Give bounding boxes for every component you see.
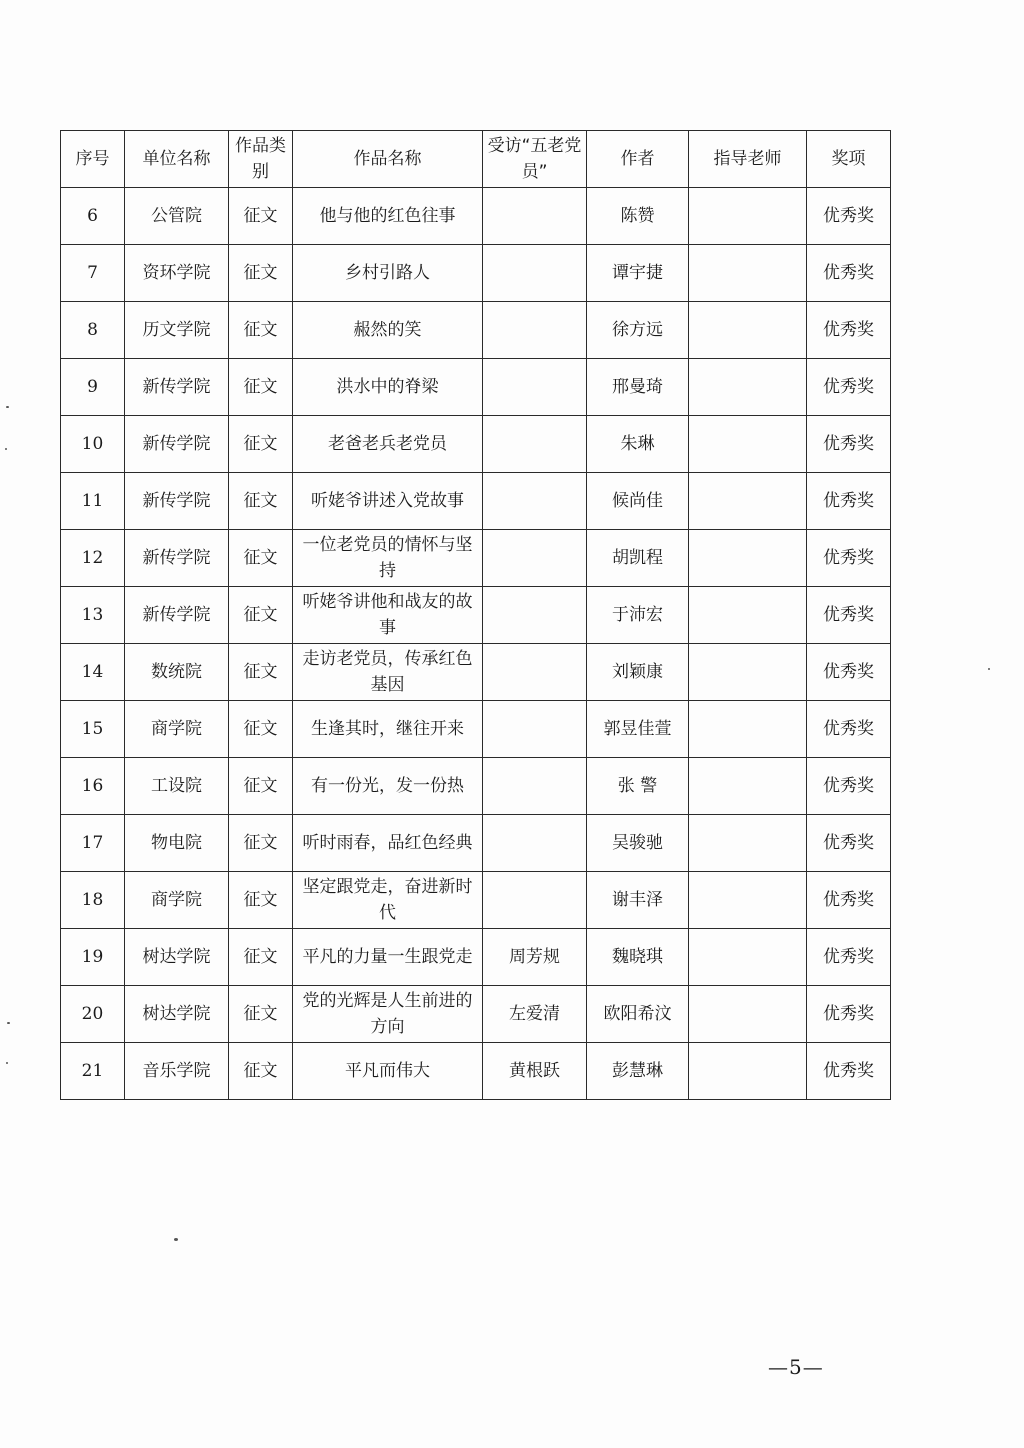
cell-author: 谭宇捷 bbox=[587, 245, 689, 302]
cell-unit-name: 历文学院 bbox=[125, 302, 229, 359]
cell-work-category: 征文 bbox=[229, 758, 293, 815]
cell-interviewee bbox=[483, 701, 587, 758]
table-row bbox=[61, 359, 891, 416]
header-index: 序号 bbox=[61, 131, 125, 188]
cell-index: 17 bbox=[61, 815, 125, 872]
cell-author: 彭慧琳 bbox=[587, 1043, 689, 1100]
cell-work-title: 坚定跟党走，奋进新时代 bbox=[293, 872, 483, 929]
cell-award: 优秀奖 bbox=[807, 872, 891, 929]
cell-award: 优秀奖 bbox=[807, 416, 891, 473]
cell-work-title: 洪水中的脊梁 bbox=[293, 359, 483, 416]
cell-advisor bbox=[689, 872, 807, 929]
cell-work-title: 平凡而伟大 bbox=[293, 1043, 483, 1100]
cell-award: 优秀奖 bbox=[807, 644, 891, 701]
cell-award: 优秀奖 bbox=[807, 245, 891, 302]
cell-interviewee: 黄根跃 bbox=[483, 1043, 587, 1100]
cell-award: 优秀奖 bbox=[807, 587, 891, 644]
table-row bbox=[61, 758, 891, 815]
cell-index: 16 bbox=[61, 758, 125, 815]
cell-work-category: 征文 bbox=[229, 416, 293, 473]
cell-author: 魏晓琪 bbox=[587, 929, 689, 986]
cell-author: 徐方远 bbox=[587, 302, 689, 359]
cell-award: 优秀奖 bbox=[807, 473, 891, 530]
cell-author: 邢曼琦 bbox=[587, 359, 689, 416]
cell-unit-name: 工设院 bbox=[125, 758, 229, 815]
cell-index: 6 bbox=[61, 188, 125, 245]
cell-author: 谢丰泽 bbox=[587, 872, 689, 929]
cell-advisor bbox=[689, 986, 807, 1043]
cell-work-category: 征文 bbox=[229, 530, 293, 587]
cell-advisor bbox=[689, 1043, 807, 1100]
cell-unit-name: 数统院 bbox=[125, 644, 229, 701]
page-number: —5— bbox=[768, 1355, 824, 1379]
cell-unit-name: 树达学院 bbox=[125, 929, 229, 986]
cell-unit-name: 新传学院 bbox=[125, 473, 229, 530]
cell-award: 优秀奖 bbox=[807, 815, 891, 872]
header-unit-name: 单位名称 bbox=[125, 131, 229, 188]
cell-work-title: 一位老党员的情怀与坚持 bbox=[293, 530, 483, 587]
cell-interviewee bbox=[483, 758, 587, 815]
cell-author: 于沛宏 bbox=[587, 587, 689, 644]
cell-interviewee bbox=[483, 188, 587, 245]
header-work-category: 作品类别 bbox=[229, 131, 293, 188]
table-row bbox=[61, 245, 891, 302]
cell-author: 陈赞 bbox=[587, 188, 689, 245]
cell-award: 优秀奖 bbox=[807, 758, 891, 815]
cell-work-category: 征文 bbox=[229, 872, 293, 929]
cell-work-title: 生逢其时，继往开来 bbox=[293, 701, 483, 758]
header-advisor: 指导老师 bbox=[689, 131, 807, 188]
cell-unit-name: 资环学院 bbox=[125, 245, 229, 302]
cell-author: 吴骏驰 bbox=[587, 815, 689, 872]
cell-interviewee bbox=[483, 587, 587, 644]
cell-work-category: 征文 bbox=[229, 188, 293, 245]
cell-advisor bbox=[689, 416, 807, 473]
cell-work-title: 党的光辉是人生前进的方向 bbox=[293, 986, 483, 1043]
cell-advisor bbox=[689, 929, 807, 986]
cell-author: 候尚佳 bbox=[587, 473, 689, 530]
cell-index: 19 bbox=[61, 929, 125, 986]
cell-work-title: 他与他的红色往事 bbox=[293, 188, 483, 245]
cell-work-category: 征文 bbox=[229, 473, 293, 530]
cell-interviewee: 周芳规 bbox=[483, 929, 587, 986]
table-row bbox=[61, 986, 891, 1043]
cell-index: 12 bbox=[61, 530, 125, 587]
cell-index: 9 bbox=[61, 359, 125, 416]
table-row bbox=[61, 416, 891, 473]
cell-advisor bbox=[689, 530, 807, 587]
cell-award: 优秀奖 bbox=[807, 701, 891, 758]
cell-award: 优秀奖 bbox=[807, 188, 891, 245]
table-body bbox=[61, 188, 891, 1100]
scan-speck bbox=[174, 1238, 178, 1241]
awards-table bbox=[60, 130, 891, 1100]
cell-work-category: 征文 bbox=[229, 359, 293, 416]
scan-speck bbox=[6, 406, 9, 408]
header-award: 奖项 bbox=[807, 131, 891, 188]
table-row bbox=[61, 815, 891, 872]
cell-advisor bbox=[689, 815, 807, 872]
cell-unit-name: 物电院 bbox=[125, 815, 229, 872]
cell-advisor bbox=[689, 758, 807, 815]
scan-speck bbox=[7, 1022, 10, 1024]
cell-advisor bbox=[689, 302, 807, 359]
cell-interviewee bbox=[483, 473, 587, 530]
cell-interviewee: 左爱清 bbox=[483, 986, 587, 1043]
cell-index: 20 bbox=[61, 986, 125, 1043]
cell-interviewee bbox=[483, 872, 587, 929]
cell-work-title: 听时雨春，品红色经典 bbox=[293, 815, 483, 872]
cell-work-category: 征文 bbox=[229, 644, 293, 701]
cell-interviewee bbox=[483, 359, 587, 416]
cell-work-title: 乡村引路人 bbox=[293, 245, 483, 302]
cell-unit-name: 新传学院 bbox=[125, 416, 229, 473]
cell-author: 张 警 bbox=[587, 758, 689, 815]
cell-work-title: 赧然的笑 bbox=[293, 302, 483, 359]
table-row bbox=[61, 530, 891, 587]
cell-index: 15 bbox=[61, 701, 125, 758]
scan-speck bbox=[6, 1062, 8, 1064]
cell-interviewee bbox=[483, 815, 587, 872]
cell-work-title: 平凡的力量一生跟党走 bbox=[293, 929, 483, 986]
header-work-title: 作品名称 bbox=[293, 131, 483, 188]
cell-unit-name: 商学院 bbox=[125, 701, 229, 758]
cell-unit-name: 商学院 bbox=[125, 872, 229, 929]
table-row bbox=[61, 1043, 891, 1100]
cell-work-category: 征文 bbox=[229, 815, 293, 872]
cell-award: 优秀奖 bbox=[807, 359, 891, 416]
cell-work-category: 征文 bbox=[229, 245, 293, 302]
cell-advisor bbox=[689, 473, 807, 530]
table-row bbox=[61, 644, 891, 701]
cell-advisor bbox=[689, 644, 807, 701]
cell-work-category: 征文 bbox=[229, 587, 293, 644]
table-row bbox=[61, 701, 891, 758]
header-interviewee: 受访“五老党员” bbox=[483, 131, 587, 188]
cell-work-title: 有一份光，发一份热 bbox=[293, 758, 483, 815]
table-row bbox=[61, 587, 891, 644]
cell-interviewee bbox=[483, 416, 587, 473]
cell-index: 13 bbox=[61, 587, 125, 644]
cell-index: 10 bbox=[61, 416, 125, 473]
cell-index: 7 bbox=[61, 245, 125, 302]
table-row bbox=[61, 188, 891, 245]
cell-interviewee bbox=[483, 302, 587, 359]
cell-award: 优秀奖 bbox=[807, 530, 891, 587]
scan-speck bbox=[5, 448, 7, 450]
cell-advisor bbox=[689, 701, 807, 758]
cell-author: 朱琳 bbox=[587, 416, 689, 473]
table-row bbox=[61, 872, 891, 929]
cell-unit-name: 树达学院 bbox=[125, 986, 229, 1043]
table-header-row bbox=[61, 131, 891, 188]
cell-interviewee bbox=[483, 530, 587, 587]
cell-interviewee bbox=[483, 644, 587, 701]
cell-author: 胡凯程 bbox=[587, 530, 689, 587]
cell-work-title: 老爸老兵老党员 bbox=[293, 416, 483, 473]
cell-index: 18 bbox=[61, 872, 125, 929]
cell-unit-name: 新传学院 bbox=[125, 359, 229, 416]
cell-advisor bbox=[689, 359, 807, 416]
cell-index: 11 bbox=[61, 473, 125, 530]
cell-work-title: 走访老党员，传承红色基因 bbox=[293, 644, 483, 701]
cell-unit-name: 新传学院 bbox=[125, 530, 229, 587]
cell-unit-name: 公管院 bbox=[125, 188, 229, 245]
cell-unit-name: 音乐学院 bbox=[125, 1043, 229, 1100]
cell-work-category: 征文 bbox=[229, 986, 293, 1043]
header-author: 作者 bbox=[587, 131, 689, 188]
cell-work-title: 听姥爷讲他和战友的故事 bbox=[293, 587, 483, 644]
cell-interviewee bbox=[483, 245, 587, 302]
cell-author: 欧阳希汶 bbox=[587, 986, 689, 1043]
cell-advisor bbox=[689, 245, 807, 302]
cell-award: 优秀奖 bbox=[807, 1043, 891, 1100]
cell-author: 刘颖康 bbox=[587, 644, 689, 701]
cell-award: 优秀奖 bbox=[807, 302, 891, 359]
cell-work-title: 听姥爷讲述入党故事 bbox=[293, 473, 483, 530]
cell-work-category: 征文 bbox=[229, 302, 293, 359]
cell-work-category: 征文 bbox=[229, 929, 293, 986]
table-row bbox=[61, 473, 891, 530]
table-row bbox=[61, 929, 891, 986]
cell-advisor bbox=[689, 587, 807, 644]
scan-speck bbox=[988, 668, 990, 670]
cell-index: 21 bbox=[61, 1043, 125, 1100]
cell-award: 优秀奖 bbox=[807, 929, 891, 986]
cell-author: 郭昱佳萱 bbox=[587, 701, 689, 758]
cell-unit-name: 新传学院 bbox=[125, 587, 229, 644]
cell-award: 优秀奖 bbox=[807, 986, 891, 1043]
table-row bbox=[61, 302, 891, 359]
cell-work-category: 征文 bbox=[229, 1043, 293, 1100]
cell-index: 8 bbox=[61, 302, 125, 359]
cell-advisor bbox=[689, 188, 807, 245]
cell-work-category: 征文 bbox=[229, 701, 293, 758]
cell-index: 14 bbox=[61, 644, 125, 701]
